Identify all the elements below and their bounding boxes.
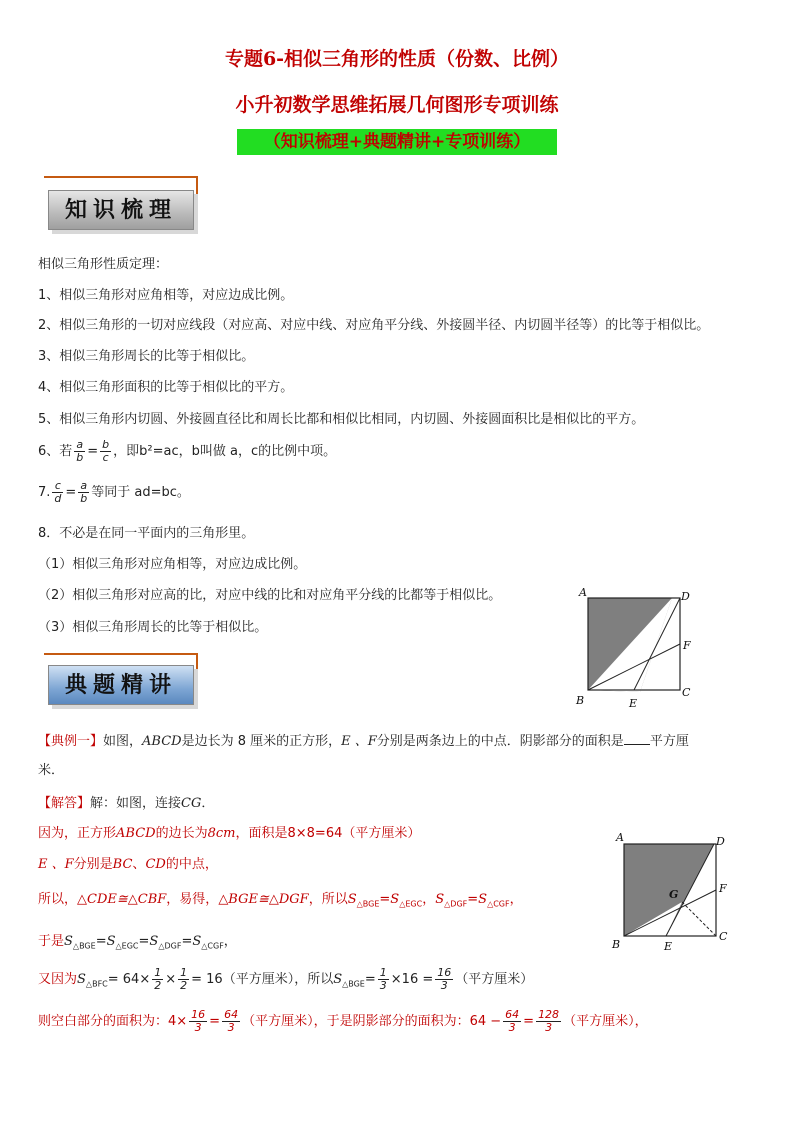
figure-square-1 — [570, 580, 700, 712]
answer-line-3: 所以，△CDE≅△CBF，易得，△BGE≅△DGF，所以$S_{\triangle BGE}=S_{\triangle EGC}$，$S_{\triangle DGF}=S_{\triangle CGF}$， — [38, 892, 523, 909]
label-B: B — [576, 694, 585, 707]
knowledge-sub-1: （1）相似三角形对应角相等，对应边成比例。 — [38, 557, 307, 572]
knowledge-banner: 知识梳理 — [48, 190, 194, 230]
label-A: A — [579, 586, 587, 599]
example1-question-line1: 【典例一】如图，ABCD是边长为 8 厘米的正方形，E 、F分别是两条边上的中点．阴影部分的面积是 平方厘 — [38, 734, 689, 749]
answer-line-5: 又因为$S_{\triangle BFC}= 64\times$ $\frac{1}{2}$ × $\frac{1}{2}$ = 16（平方厘米），所以$S_{\triangle BGE}=$ $\frac{1}{3}$ ×16 = $\frac{16}{3}$ （平方厘米） — [38, 966, 534, 992]
knowledge-sub-3: （3）相似三角形周长的比等于相似比。 — [38, 620, 268, 635]
label-D: D — [681, 590, 690, 603]
label-C: C — [682, 686, 691, 699]
label-A: A — [616, 831, 624, 844]
label-B: B — [612, 938, 621, 951]
knowledge-item-7: 7. $\frac{c}{d}$ = $\frac{a}{b}$ 等同于 ad=bc。 — [38, 479, 190, 505]
knowledge-item-2: 2、相似三角形的一切对应线段（对应高、对应中线、对应角平分线、外接圆半径、内切圆半径等）的比等于相似比。 — [38, 318, 710, 333]
answer-line-1: 因为，正方形ABCD的边长为8cm，面积是8×8=64（平方厘米） — [38, 826, 421, 841]
label-F: F — [683, 639, 691, 652]
fraction-c-d: $\frac{c}{d}$ — [54, 479, 62, 505]
figure-square-2 — [606, 826, 736, 956]
knowledge-item-1: 1、相似三角形对应角相等，对应边成比例。 — [38, 288, 294, 303]
knowledge-item-3: 3、相似三角形周长的比等于相似比。 — [38, 349, 255, 364]
answer-intro: 【解答】解：如图，连接CG． — [38, 796, 215, 811]
fraction-a-b-2: $\frac{a}{b}$ — [80, 479, 88, 505]
label-G: G — [669, 888, 679, 901]
answer-line-4: 于是$S_{\triangle BGE}=S_{\triangle EGC}=S_{\triangle DGF}=S_{\triangle CGF}$， — [38, 934, 237, 951]
fraction-b-c: $\frac{b}{c}$ — [102, 438, 110, 464]
examples-banner: 典题精讲 — [48, 665, 194, 705]
knowledge-item-5: 5、相似三角形内切圆、外接圆直径比和周长比都和相似比相同，内切圆、外接圆面积比是相似比的平方。 — [38, 412, 645, 427]
knowledge-sub-2: （2）相似三角形对应高的比，对应中线的比和对应角平分线的比都等于相似比。 — [38, 588, 502, 603]
answer-blank — [624, 732, 650, 745]
label-C: C — [719, 930, 728, 943]
knowledge-item-6: 6、若 $\frac{a}{b}$ = $\frac{b}{c}$ ，即b²=ac，b叫做 a，c的比例中项。 — [38, 438, 337, 464]
label-D: D — [716, 835, 725, 848]
knowledge-intro: 相似三角形性质定理： — [38, 257, 169, 272]
example1-question-line2: 米． — [38, 763, 65, 778]
answer-line-2: E 、F分别是BC、CD的中点， — [38, 857, 218, 872]
page-title: 专题6-相似三角形的性质（份数、比例） — [224, 48, 570, 70]
page-subtitle: 小升初数学思维拓展几何图形专项训练 — [235, 94, 559, 116]
knowledge-item-8: 8．不必是在同一平面内的三角形里。 — [38, 526, 255, 541]
label-E: E — [664, 940, 673, 953]
label-E: E — [629, 697, 638, 710]
line-gc-dashed — [682, 902, 716, 936]
knowledge-item-4: 4、相似三角形面积的比等于相似比的平方。 — [38, 380, 294, 395]
fraction-a-b: $\frac{a}{b}$ — [76, 438, 84, 464]
highlight-subtitle: （知识梳理+典题精讲+专项训练） — [237, 129, 557, 155]
answer-line-6: 则空白部分的面积为：4× $\frac{16}{3}$ = $\frac{64}{3}$ （平方厘米），于是阴影部分的面积为：64 − $\frac{64}{3}$ = $\frac{128}{3}$ （平方厘米）， — [38, 1008, 648, 1034]
label-F: F — [719, 882, 727, 895]
